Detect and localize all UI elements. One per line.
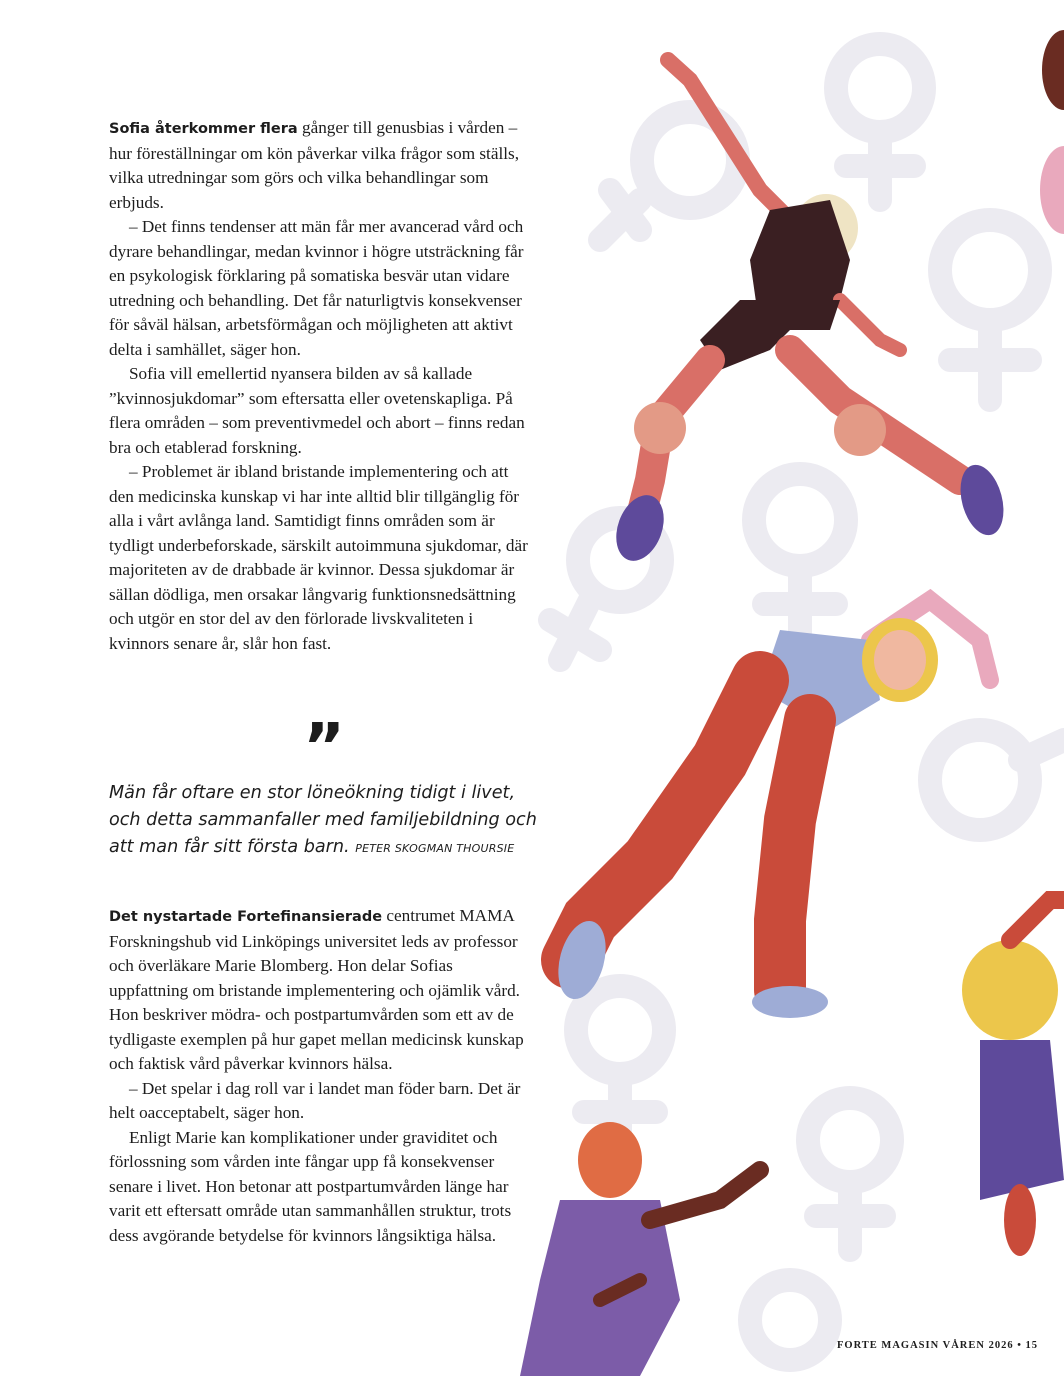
- venus-icon: [750, 1280, 830, 1360]
- quote-mark-icon: ”: [303, 711, 346, 785]
- paragraph: – Det finns tendenser att män får mer avancerad vård och dyrare behandlingar, medan kvinnor i högre utsträckning får en psykologisk förklaring på somatiska besvär utan vidare utredning och behandling. Det får naturligtvis konsekvenser för såväl hälsan, arbetsförmågan och möjligheten att aktivt delta i samhället, säger hon.: [109, 217, 524, 359]
- magazine-name: FORTE MAGASIN VÅREN 2026 •: [837, 1340, 1022, 1351]
- pull-quote: [109, 780, 539, 862]
- lead-in: Sofia återkommer flera: [109, 121, 298, 137]
- article-section-1: [109, 116, 534, 656]
- venus-icon: [836, 44, 924, 200]
- venus-icon: [808, 1098, 892, 1250]
- leaning-woman-figure: [550, 600, 990, 1018]
- paragraph: – Problemet är ibland bristande implementering och att den medicinska kunskap vi har inte alltid blir tillgänglig för alla i vårt avlånga land. Samtidigt finns områden som är tydligt underbeforskade, särskilt autoimmuna sjukdomar, där majoriteten av de drabbade är kvinnor. Dessa sjukdomar är sällan dödliga, men orsakar långvarig funktionsnedsättning och utgör en stor del av den förlorade livskvaliteten i kvinnors senare år, slår hon fast.: [109, 462, 528, 653]
- venus-icon: [600, 112, 738, 240]
- edge-woman-figure: [962, 900, 1064, 1256]
- paragraph: – Det spelar i dag roll var i landet man föder barn. Det är helt oacceptabelt, säger hon.: [109, 1078, 521, 1122]
- venus-icon: [754, 474, 846, 640]
- paragraph: Sofia vill emellertid nyansera bilden av så kallade ”kvinnosjukdomar” som eftersatta eller ovetenskapliga. På flera områden – som preventivmedel och abort – finns redan bra och etablerad forskning.: [109, 364, 525, 457]
- article-section-2: [109, 904, 534, 1248]
- venus-icon: [940, 220, 1040, 400]
- top-right-figure: [1040, 30, 1064, 234]
- paragraph: Enligt Marie kan komplikationer under graviditet och förlossning som vården inte fångar upp få konsekvenser senare i livet. Hon betonar att postpartumvården länge har varit ett eftersatt område utan sammanhållen struktur, trots dess avgörande betydelse för kvinnors långsiktiga hälsa.: [109, 1127, 512, 1245]
- venus-icon: [550, 518, 662, 660]
- lead-in: Det nystartade Fortefinansierade: [109, 909, 383, 925]
- paragraph: Sofia återkommer flera gånger till genusbias i vården – hur föreställningar om kön påverkar vilka frågor som ställs, vilka utredningar som görs och vilka behandlingar som erbjuds.: [109, 118, 519, 212]
- jumping-woman-figure: [608, 60, 1011, 567]
- page-footer: [837, 1340, 1038, 1351]
- paragraph: Det nystartade Fortefinansierade centrumet MAMA Forskningshub vid Linköpings universitet leds av professor och överläkare Marie Blomberg. Hon delar Sofias uppfattning om bristande implementering och ojämlik vård. Hon beskriver mödra- och postpartumvården som ett av de tydligaste exemplen på hur gapet mellan medicinsk kunskap och faktisk vård påverkar kvinnors hälsa.: [109, 906, 524, 1073]
- page-number: 15: [1025, 1340, 1038, 1351]
- dancing-woman-purple-figure: [520, 1122, 760, 1376]
- venus-symbols-background: [550, 44, 1064, 1360]
- venus-icon: [930, 730, 1064, 830]
- quote-text: Män får oftare en stor löneökning tidigt i livet, och detta sammanfaller med familjebildning och att man får sitt första barn.: [109, 783, 537, 857]
- quote-byline: PETER SKOGMAN THOURSIE: [355, 842, 515, 855]
- venus-icon: [576, 986, 664, 1150]
